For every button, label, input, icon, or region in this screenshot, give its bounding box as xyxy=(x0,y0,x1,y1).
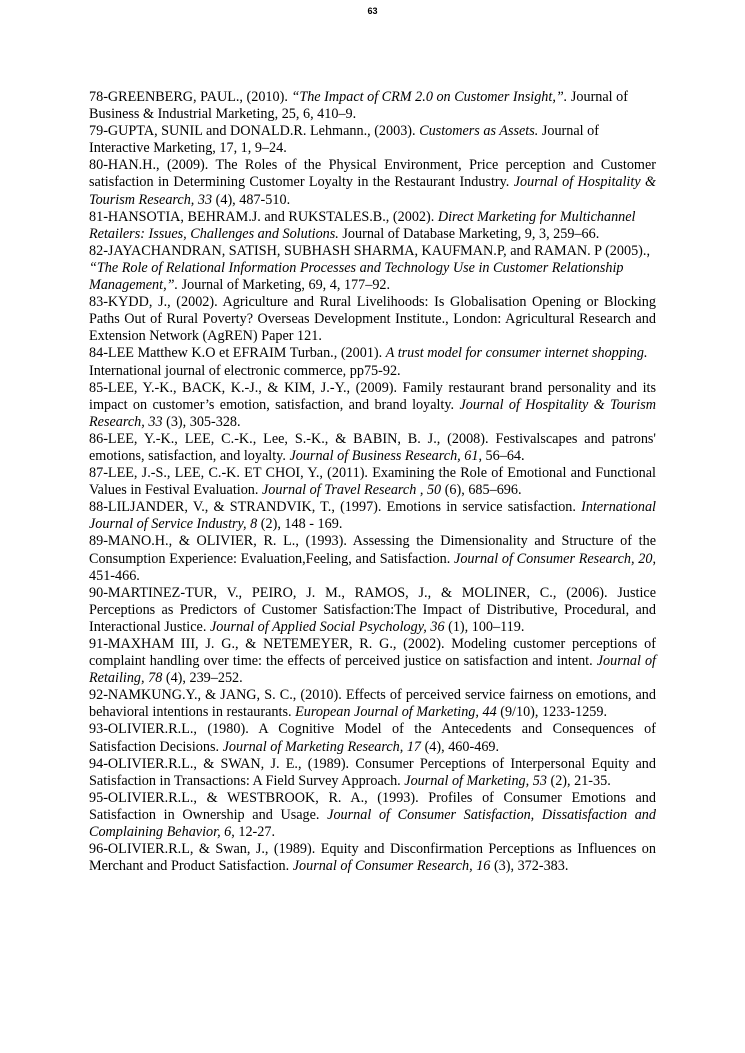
reference-text: 86-LEE, Y.-K., LEE, C.-K., Lee, S.-K., & BABIN, B. J., (2008). Festivalscapes and patrons' emotions, satisfaction, and loyalty. xyxy=(89,430,656,464)
reference-title-italic: Journal of Hospitality & Tourism Research, 33 xyxy=(89,396,657,430)
reference-title-italic: Journal of Business Research, 61 xyxy=(289,447,479,464)
reference-entry xyxy=(89,89,656,123)
reference-text: 89-MANO.H., & OLIVIER, R. L., (1993). Assessing the Dimensionality and Structure of the Consumption Experience: Evaluation,Feeling, and Satisfaction. xyxy=(89,533,656,567)
reference-title-italic: “The Role of Relational Information Processes and Technology Use in Customer Relationship Management,”. xyxy=(89,259,624,294)
reference-text: 95-OLIVIER.R.L., & WESTBROOK, R. A., (1993). Profiles of Consumer Emotions and Satisfaction in Ownership and Usage. xyxy=(89,789,656,823)
reference-text: 78-GREENBERG, PAUL., (2010). xyxy=(89,89,292,105)
reference-entry xyxy=(89,841,656,875)
reference-text: 90-MARTINEZ-TUR, V., PEIRO, J. M., RAMOS, J., & MOLINER, C., (2006). Justice Perceptions as Predictors of Customer Satisfaction:The Impact of Distributive, Procedural, and Interactional Justice. xyxy=(89,584,656,635)
reference-title-italic: European Journal of Marketing, 44 xyxy=(295,704,497,721)
reference-text: Journal of Database Marketing, 9, 3, 259–66. xyxy=(338,225,600,242)
reference-text: Journal of Business & Industrial Marketing, 25, 6, 410–9. xyxy=(89,89,628,123)
reference-text: , 12-27. xyxy=(231,824,276,841)
reference-text: 81-HANSOTIA, BEHRAM.J. and RUKSTALES.B., (2002). xyxy=(89,208,438,225)
reference-text: 84-LEE Matthew K.O et EFRAIM Turban., (2001). xyxy=(89,345,386,362)
reference-title-italic: A trust model for consumer internet shopping. xyxy=(385,345,648,362)
reference-entry xyxy=(89,687,656,721)
reference-entry xyxy=(89,790,656,841)
reference-text: (2), 148 - 169. xyxy=(257,516,343,533)
reference-title-italic: Journal of Consumer Research, 16 xyxy=(292,858,491,875)
reference-text: 83-KYDD, J., (2002). Agriculture and Rural Livelihoods: Is Globalisation Opening or Blocking Paths Out of Rural Poverty? Overseas Development Institute., London: Agricultural Research and Extension Network (AgREN) Paper 121. xyxy=(89,294,656,345)
reference-text: (6), 685–696. xyxy=(441,482,522,499)
reference-title-italic: Journal of Applied Social Psychology, 36 xyxy=(209,618,445,635)
reference-text: 80-HAN.H., (2009). The Roles of the Physical Environment, Price perception and Customer satisfaction in Determining Customer Loyalty in the Restaurant Industry. xyxy=(89,157,656,191)
reference-text: 92-NAMKUNG.Y., & JANG, S. C., (2010). Effects of perceived service fairness on emotions, and behavioral intentions in restaurants. xyxy=(89,687,656,721)
reference-text: , 56–64. xyxy=(478,447,525,464)
reference-title-italic: Journal of Consumer Satisfaction, Dissatisfaction and Complaining Behavior, 6 xyxy=(89,806,656,841)
reference-text: (3), 305-328. xyxy=(162,413,241,430)
reference-text: , 451-466. xyxy=(89,550,656,584)
reference-text: 88-LILJANDER, V., & STRANDVIK, T., (1997). Emotions in service satisfaction. xyxy=(89,499,582,516)
reference-entry xyxy=(89,123,656,157)
reference-title-italic: Journal of Retailing, 78 xyxy=(89,653,656,687)
reference-text: International journal of electronic commerce, pp75-92. xyxy=(89,362,401,379)
reference-entry xyxy=(89,243,656,294)
reference-entry xyxy=(89,585,656,636)
reference-text: Journal of Marketing, 69, 4, 177–92. xyxy=(178,277,391,294)
reference-title-italic: Journal of Marketing, 53 xyxy=(404,772,547,789)
reference-text: 93-OLIVIER.R.L., (1980). A Cognitive Model of the Antecedents and Consequences of Satisfaction Decisions. xyxy=(89,721,656,755)
reference-title-italic: International Journal of Service Industry, 8 xyxy=(89,499,656,533)
reference-list xyxy=(89,89,656,875)
reference-text: (4), 460-469. xyxy=(421,738,500,755)
page-number: 63 xyxy=(367,6,378,16)
reference-title-italic: Journal of Consumer Research, 20 xyxy=(454,550,653,567)
reference-entry xyxy=(89,499,656,533)
reference-text: 91-MAXHAM III, J. G., & NETEMEYER, R. G., (2002). Modeling customer perceptions of complaint handling over time: the effects of perceived justice on satisfaction and intent. xyxy=(89,636,656,670)
reference-title-italic: Journal of Travel Research , 50 xyxy=(261,482,442,499)
reference-entry xyxy=(89,209,656,243)
reference-text: 87-LEE, J.-S., LEE, C.-K. ET CHOI, Y., (2011). Examining the Role of Emotional and Functional Values in Festival Evaluation. xyxy=(89,465,656,499)
reference-title-italic: Customers as Assets. xyxy=(419,123,539,140)
reference-text: 96-OLIVIER.R.L, & Swan, J., (1989). Equity and Disconfirmation Perceptions as Influences on Merchant and Product Satisfaction. xyxy=(89,841,656,875)
reference-text: Journal of Interactive Marketing, 17, 1, 9–24. xyxy=(89,123,599,157)
reference-text: 82-JAYACHANDRAN, SATISH, SUBHASH SHARMA, KAUFMAN.P, and RAMAN. P (2005)., xyxy=(89,242,651,259)
reference-text: (9/10), 1233-1259. xyxy=(496,704,608,721)
reference-title-italic: Direct Marketing for Multichannel Retailers: Issues, Challenges and Solutions. xyxy=(89,208,636,242)
reference-entry xyxy=(89,533,656,584)
reference-entry xyxy=(89,294,656,345)
reference-entry xyxy=(89,636,656,687)
reference-text: (1), 100–119. xyxy=(444,618,525,635)
reference-text: (4), 239–252. xyxy=(162,670,243,687)
reference-entry xyxy=(89,721,656,755)
reference-title-italic: Journal of Marketing Research, 17 xyxy=(222,738,422,755)
reference-entry xyxy=(89,345,656,379)
reference-text: 85-LEE, Y.-K., BACK, K.-J., & KIM, J.-Y., (2009). Family restaurant brand personality and its impact on customer’s emotion, satisfaction, and brand loyalty. xyxy=(89,379,656,413)
reference-title-italic: “The Impact of CRM 2.0 on Customer Insight,”. xyxy=(291,89,568,105)
reference-text: (4), 487-510. xyxy=(212,191,291,208)
reference-entry xyxy=(89,380,656,431)
reference-text: (2), 21-35. xyxy=(546,772,611,789)
reference-entry xyxy=(89,431,656,465)
reference-entry xyxy=(89,157,656,208)
reference-entry xyxy=(89,756,656,790)
reference-text: (3), 372-383. xyxy=(490,858,569,875)
reference-text: 94-OLIVIER.R.L., & SWAN, J. E., (1989). Consumer Perceptions of Interpersonal Equity and Satisfaction in Transactions: A Field Survey Approach. xyxy=(89,755,656,789)
reference-entry xyxy=(89,465,656,499)
reference-text: 79-GUPTA, SUNIL and DONALD.R. Lehmann., (2003). xyxy=(89,123,420,140)
reference-title-italic: Journal of Hospitality & Tourism Research, 33 xyxy=(89,174,656,208)
